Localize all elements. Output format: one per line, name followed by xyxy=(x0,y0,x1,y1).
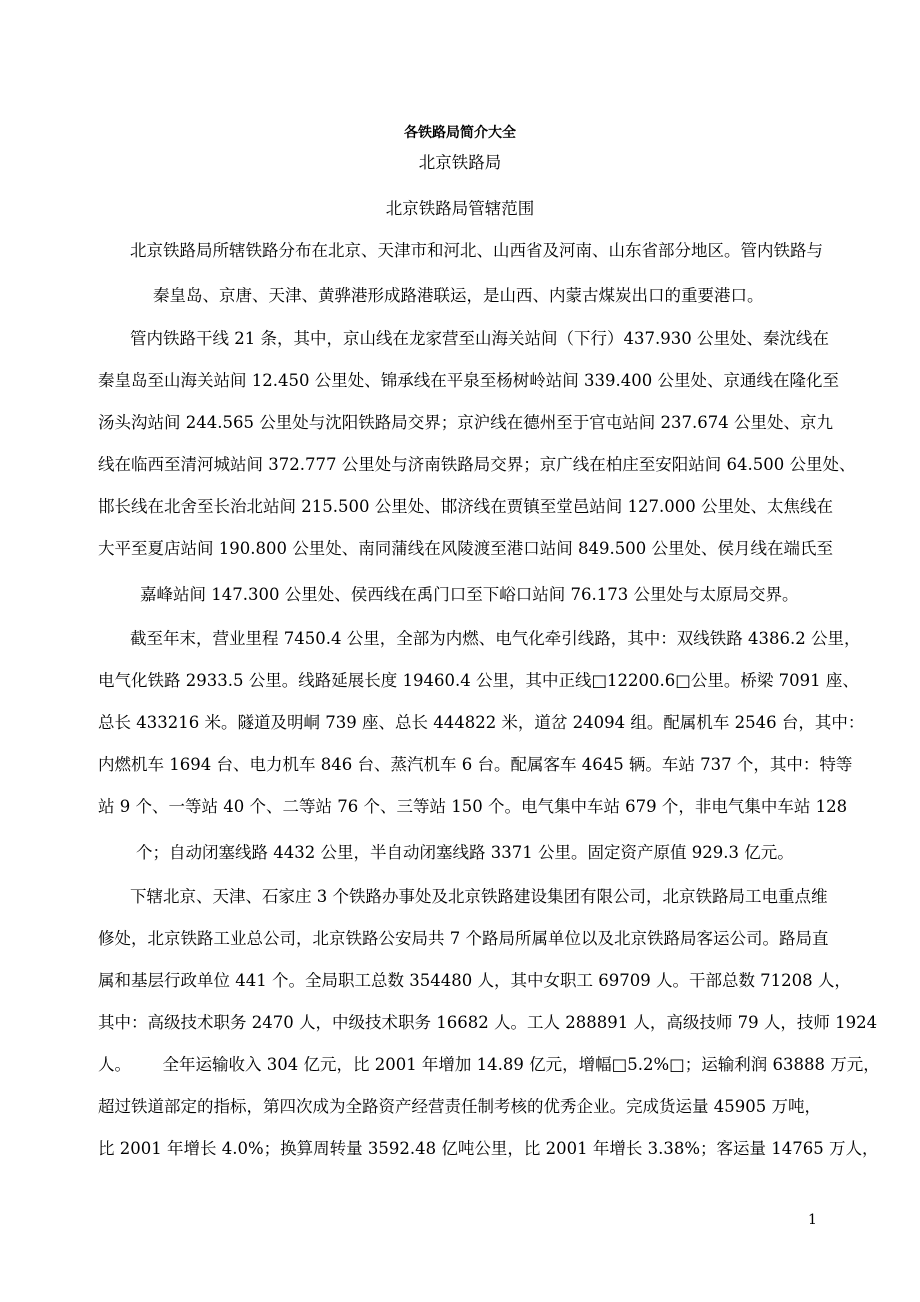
text-line: 电气化铁路 2933.5 公里。线路延展长度 19460.4 公里，其中正线□12200.6□公里。桥梁 7091 座、 xyxy=(98,671,859,690)
text-line: 其中：高级技术职务 2470 人，中级技术职务 16682 人。工人 288891 人，高级技师 79 人，技师 1924 xyxy=(98,1013,878,1032)
text-line: 截至年末，营业里程 7450.4 公里，全部为内燃、电气化牵引线路，其中：双线铁路 4386.2 公里， xyxy=(130,629,861,648)
section-heading: 北京铁路局 xyxy=(418,153,502,172)
document-title: 各铁路局简介大全 xyxy=(404,125,516,141)
text-line: 秦皇岛至山海关站间 12.450 公里处、锦承线在平泉至杨树岭站间 339.400 公里处、京通线在隆化至 xyxy=(98,371,839,390)
text-line: 下辖北京、天津、石家庄 3 个铁路办事处及北京铁路建设集团有限公司，北京铁路局工电重点维 xyxy=(130,887,828,906)
text-line: 内燃机车 1694 台、电力机车 846 台、蒸汽机车 6 台。配属客车 4645 辆。车站 737 个，其中：特等 xyxy=(98,755,853,774)
text-line: 管内铁路干线 21 条，其中，京山线在龙家营至山海关站间（下行）437.930 公里处、秦沈线在 xyxy=(130,329,829,348)
text-line: 个；自动闭塞线路 4432 公里，半自动闭塞线路 3371 公里。固定资产原值 929.3 亿元。 xyxy=(136,843,794,862)
text-line: 修处，北京铁路工业总公司，北京铁路公安局共 7 个路局所属单位以及北京铁路局客运公司。路局直 xyxy=(98,929,829,948)
text-line: 嘉峰站间 147.300 公里处、侯西线在禹门口至下峪口站间 76.173 公里处与太原局交界。 xyxy=(140,585,799,604)
text-line: 人。 全年运输收入 304 亿元，比 2001 年增加 14.89 亿元，增幅□5.2%□；运输利润 63888 万元， xyxy=(98,1055,880,1074)
text-line: 站 9 个、一等站 40 个、二等站 76 个、三等站 150 个。电气集中车站 679 个，非电气集中车站 128 xyxy=(98,797,848,816)
text-line: 超过铁道部定的指标，第四次成为全路资产经营责任制考核的优秀企业。完成货运量 45905 万吨， xyxy=(98,1097,821,1116)
text-line: 汤头沟站间 244.565 公里处与沈阳铁路局交界；京沪线在德州至于官屯站间 237.674 公里处、京九 xyxy=(98,413,833,432)
text-line: 大平至夏店站间 190.800 公里处、南同蒲线在风陵渡至港口站间 849.500 公里处、侯月线在端氏至 xyxy=(98,539,833,558)
text-line: 北京铁路局所辖铁路分布在北京、天津市和河北、山西省及河南、山东省部分地区。管内铁路与 xyxy=(130,241,823,260)
text-line: 线在临西至清河城站间 372.777 公里处与济南铁路局交界；京广线在柏庄至安阳站间 64.500 公里处、 xyxy=(98,455,856,474)
text-line: 总长 433216 米。隧道及明峒 739 座、总长 444822 米，道岔 24094 组。配属机车 2546 台，其中： xyxy=(98,713,865,732)
text-line: 秦皇岛、京唐、天津、黄骅港形成路港联运，是山西、内蒙古煤炭出口的重要港口。 xyxy=(153,286,764,305)
text-line: 属和基层行政单位 441 个。全局职工总数 354480 人，其中女职工 69709 人。干部总数 71208 人， xyxy=(98,971,851,990)
section-subheading: 北京铁路局管辖范围 xyxy=(385,199,535,218)
text-line: 邯长线在北舍至长治北站间 215.500 公里处、邯济线在贾镇至堂邑站间 127.000 公里处、太焦线在 xyxy=(98,497,833,516)
page-number: 1 xyxy=(808,1212,817,1228)
text-line: 比 2001 年增长 4.0%；换算周转量 3592.48 亿吨公里，比 2001 年增长 3.38%；客运量 14765 万人， xyxy=(98,1139,879,1158)
